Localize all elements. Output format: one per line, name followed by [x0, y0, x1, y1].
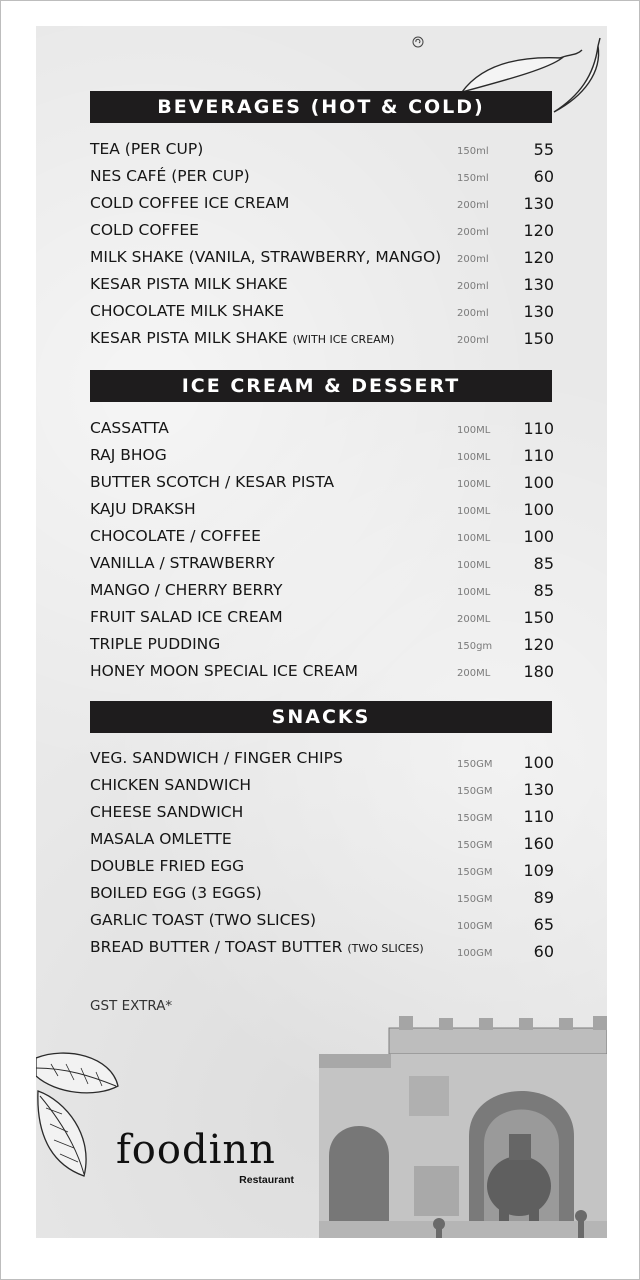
small-swirl-icon: [410, 34, 426, 50]
item-name: KAJU DRAKSH: [90, 500, 196, 518]
menu-item-row: [90, 830, 554, 854]
item-price: 130: [523, 275, 554, 294]
menu-item-row: [90, 527, 554, 551]
gst-note: GST EXTRA*: [90, 998, 173, 1014]
menu-item-row: [90, 221, 554, 245]
item-quantity: 200ml: [457, 227, 489, 238]
item-quantity: 150GM: [457, 867, 493, 878]
item-price: 85: [533, 581, 554, 600]
item-price: 100: [523, 527, 554, 546]
item-quantity: 200ML: [457, 614, 491, 625]
item-price: 150: [523, 329, 554, 348]
item-quantity: 100GM: [457, 921, 493, 932]
menu-item-row: [90, 857, 554, 881]
item-name: COLD COFFEE ICE CREAM: [90, 194, 290, 212]
item-quantity: 150GM: [457, 759, 493, 770]
item-name: RAJ BHOG: [90, 446, 167, 464]
menu-item-row: [90, 500, 554, 524]
item-quantity: 200ml: [457, 281, 489, 292]
section-header-beverages: BEVERAGES (HOT & COLD): [90, 91, 552, 123]
item-price: 109: [523, 861, 554, 880]
item-name: CHOCOLATE MILK SHAKE: [90, 302, 285, 320]
menu-item-row: [90, 581, 554, 605]
logo-subtitle: Restaurant: [239, 1174, 294, 1186]
item-price: 55: [533, 140, 554, 159]
item-name: BOILED EGG (3 EGGS): [90, 884, 262, 902]
item-quantity: 150ml: [457, 173, 489, 184]
item-quantity: 150GM: [457, 813, 493, 824]
item-quantity: 100ML: [457, 587, 491, 598]
item-name: VANILLA / STRAWBERRY: [90, 554, 275, 572]
item-price: 160: [523, 834, 554, 853]
menu-item-row: [90, 248, 554, 272]
logo-text: foodinn: [116, 1127, 276, 1173]
item-quantity: 100GM: [457, 948, 493, 959]
item-price: 130: [523, 302, 554, 321]
menu-item-row: [90, 473, 554, 497]
item-quantity: 200ml: [457, 308, 489, 319]
item-price: 100: [523, 500, 554, 519]
item-quantity: 100ML: [457, 560, 491, 571]
item-quantity: 200ML: [457, 668, 491, 679]
menu-item-row: [90, 167, 554, 191]
item-name: CHOCOLATE / COFFEE: [90, 527, 261, 545]
item-price: 100: [523, 753, 554, 772]
item-price: 180: [523, 662, 554, 681]
section-header-ice-cream: ICE CREAM & DESSERT: [90, 370, 552, 402]
item-name: [90, 938, 424, 956]
item-price: 100: [523, 473, 554, 492]
menu-item-row: [90, 419, 554, 443]
item-name: NES CAFÉ (PER CUP): [90, 167, 250, 185]
item-note: (WITH ICE CREAM): [292, 333, 395, 346]
item-name: FRUIT SALAD ICE CREAM: [90, 608, 283, 626]
item-quantity: 150GM: [457, 840, 493, 851]
item-price: 120: [523, 248, 554, 267]
item-name: BUTTER SCOTCH / KESAR PISTA: [90, 473, 335, 491]
item-quantity: 200ml: [457, 335, 489, 346]
item-name-text: BREAD BUTTER / TOAST BUTTER: [90, 938, 343, 956]
item-quantity: 150ml: [457, 146, 489, 157]
item-price: 85: [533, 554, 554, 573]
section-header-snacks: SNACKS: [90, 701, 552, 733]
item-name: CHICKEN SANDWICH: [90, 776, 251, 794]
menu-paper: [36, 26, 607, 1238]
item-name: MANGO / CHERRY BERRY: [90, 581, 283, 599]
menu-item-row: [90, 608, 554, 632]
item-name: KESAR PISTA MILK SHAKE: [90, 275, 288, 293]
menu-item-row: [90, 749, 554, 773]
menu-item-row: [90, 302, 554, 326]
item-price: 60: [533, 167, 554, 186]
menu-item-row: [90, 776, 554, 800]
item-name: [90, 329, 394, 347]
item-price: 89: [533, 888, 554, 907]
monument-gate-illustration-icon: [319, 1016, 607, 1238]
menu-item-row: [90, 662, 554, 686]
item-quantity: 150gm: [457, 641, 493, 652]
item-price: 60: [533, 942, 554, 961]
item-name: COLD COFFEE: [90, 221, 199, 239]
item-price: 110: [523, 419, 554, 438]
item-price: 110: [523, 807, 554, 826]
item-quantity: 150GM: [457, 786, 493, 797]
item-quantity: 150GM: [457, 894, 493, 905]
item-name: CHEESE SANDWICH: [90, 803, 244, 821]
item-price: 120: [523, 221, 554, 240]
item-quantity: 100ML: [457, 506, 491, 517]
menu-item-row: [90, 275, 554, 299]
item-name: TEA (PER CUP): [90, 140, 204, 158]
item-name: DOUBLE FRIED EGG: [90, 857, 245, 875]
item-name: MASALA OMLETTE: [90, 830, 232, 848]
item-price: 65: [533, 915, 554, 934]
menu-item-row: [90, 554, 554, 578]
item-quantity: 100ML: [457, 452, 491, 463]
item-price: 150: [523, 608, 554, 627]
menu-item-row: [90, 803, 554, 827]
item-price: 130: [523, 780, 554, 799]
foodinn-logo: [116, 1128, 306, 1190]
menu-item-row: [90, 140, 554, 164]
item-price: 110: [523, 446, 554, 465]
item-quantity: 200ml: [457, 200, 489, 211]
item-name: MILK SHAKE (VANILA, STRAWBERRY, MANGO): [90, 248, 442, 266]
item-name: TRIPLE PUDDING: [90, 635, 221, 653]
menu-item-row: [90, 884, 554, 908]
item-name-text: KESAR PISTA MILK SHAKE: [90, 329, 288, 347]
menu-item-row: [90, 635, 554, 659]
item-quantity: 200ml: [457, 254, 489, 265]
item-name: GARLIC TOAST (TWO SLICES): [90, 911, 317, 929]
item-name: CASSATTA: [90, 419, 169, 437]
item-quantity: 100ML: [457, 533, 491, 544]
item-quantity: 100ML: [457, 425, 491, 436]
menu-item-row: [90, 446, 554, 470]
item-note: (TWO SLICES): [347, 942, 424, 955]
menu-item-row: [90, 938, 554, 962]
menu-item-row: [90, 194, 554, 218]
item-quantity: 100ML: [457, 479, 491, 490]
item-name: VEG. SANDWICH / FINGER CHIPS: [90, 749, 343, 767]
menu-item-row: [90, 911, 554, 935]
item-price: 120: [523, 635, 554, 654]
item-price: 130: [523, 194, 554, 213]
item-name: HONEY MOON SPECIAL ICE CREAM: [90, 662, 358, 680]
menu-item-row: [90, 329, 554, 353]
